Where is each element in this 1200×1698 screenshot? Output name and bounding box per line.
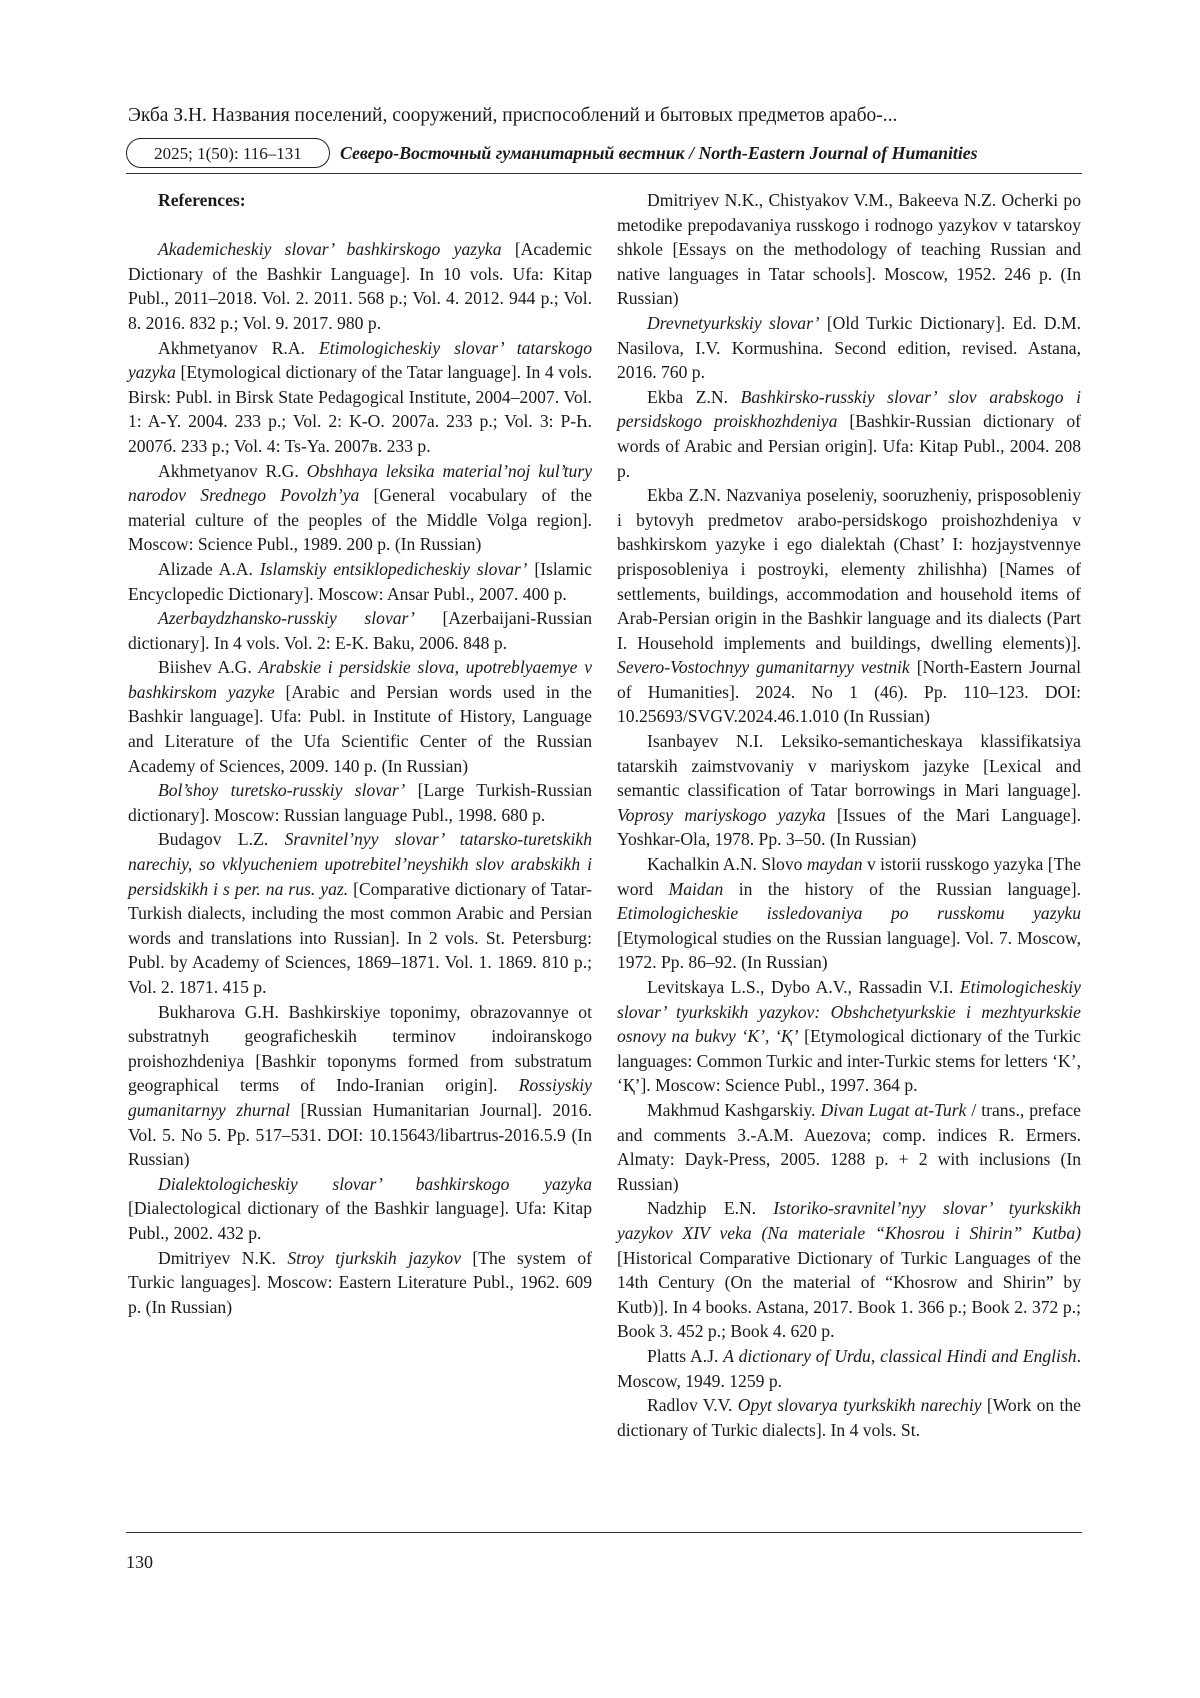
reference-entry [617,311,1081,385]
right-reference-list [617,188,1081,1442]
reference-title: Bashkirsko-russkiy slovar’ slov arabskogo i persidskogo proiskhozhdeniya [617,386,1081,432]
reference-entry [128,827,592,999]
reference-entry [617,1344,1081,1393]
reference-text: [Old Turkic Dictionary]. Ed. D.M. Nasilova, I.V. Kormushina. Second edition, revised. Astana, 2016. 760 p. [617,312,1081,383]
reference-title: Dialektologicheskiy slovar’ bashkirskogo yazyka [158,1173,592,1194]
reference-text: Ekba Z.N. Nazvaniya poseleniy, sooruzheniy, prisposobleniy i bytovyh predmetov arabo-persidskogo proishozhdeniya v bashkirskom yazyke i ego dialektah (Chast’ I: hozjaystvennye prisposobleniya i postroyki, elementy zhilishha) [Names of settlements, buildings, accommodation and household items of Arab-Persian origin in the Bashkir language and its dialects (Part I. Household implements and buildings, dwelling elements)]. [617,485,1081,653]
reference-title: Etimologicheskie issledovaniya po russkomu yazyku [617,903,1081,924]
journal-name: Северо-Восточный гуманитарный вестник / North-Eastern Journal of Humanities [340,143,978,163]
reference-title: Rossiyskiy gumanitarnyy zhurnal [128,1075,592,1120]
reference-text: Budagov L.Z. [158,829,285,850]
page-number: 130 [126,1552,153,1572]
reference-title: A dictionary of Urdu, classical Hindi and English [723,1345,1077,1366]
reference-entry [617,852,1081,975]
reference-title: Obshhaya leksika material’noj kul’tury narodov Srednego Povolzh’ya [128,460,592,506]
reference-text: [Work on the dictionary of Turkic dialects]. In 4 vols. St. [617,1395,1081,1440]
reference-entry [128,336,592,459]
reference-text: Nadzhip E.N. [647,1198,774,1219]
reference-title: Bol’shoy turetsko-russkiy slovar’ [158,780,406,801]
header-rule [126,173,1082,174]
reference-entry [617,1196,1081,1344]
reference-text: . Moscow, 1949. 1259 p. [617,1345,1081,1391]
running-title: Экба З.Н. Названия поселений, сооружений, приспособлений и бытовых предметов арабо-... [128,105,898,126]
reference-text: [Islamic Encyclopedic Dictionary]. Moscow: Ansar Publ., 2007. 400 p. [128,558,592,604]
reference-entry [128,237,592,335]
reference-title: Islamskiy entsiklopedicheskiy slovar’ [259,558,528,579]
reference-entry [128,459,592,557]
reference-text: Platts A.J. [647,1345,724,1366]
reference-entry [128,1000,592,1172]
reference-text: [Azerbaijani-Russian dictionary]. In 4 vols. Vol. 2: E-K. Baku, 2006. 848 p. [128,608,592,653]
reference-entry [617,729,1081,852]
reference-entry [128,655,592,778]
reference-entry [617,975,1081,1098]
reference-title: Azerbaydzhansko-russkiy slovar’ [158,608,415,629]
reference-title: Severo-Vostochnyy gumanitarnyy vestnik [617,657,910,678]
reference-title: Voprosy mariyskogo yazyka [617,804,826,825]
reference-title: Sravnitel’nyy slovar’ tatarsko-turetskikh narechiy, so vklyucheniem upotrebitel’neyshikh slov arabskikh i persidskikh i s per. na rus. yaz. [128,829,592,899]
reference-text: [Historical Comparative Dictionary of Turkic Languages of the 14th Century (On the material of “Khosrow and Shirin” by Kutb)]. In 4 books. Astana, 2017. Book 1. 366 p.; Book 2. 372 p.; Book 3. 452 p.; Book 4. 620 p. [617,1247,1081,1342]
reference-text: [Etymological dictionary of the Turkic languages: Common Turkic and inter-Turkic stems for letters ‘K’, ‘Қ’]. Moscow: Science Publ., 1997. 364 p. [617,1026,1081,1096]
issue-badge: 2025; 1(50): 116–131 [126,138,330,168]
reference-text: [Comparative dictionary of Tatar-Turkish dialects, including the most common Arabic and Persian words and translations into Russian]. In 2 vols. St. Petersburg: Publ. by Academy of Sciences, 1869–1871. Vol. 1. 1869. 810 p.; Vol. 2. 1871. 415 p. [128,878,592,997]
reference-text: [Dialectological dictionary of the Bashkir language]. Ufa: Kitap Publ., 2002. 432 p. [128,1198,592,1243]
footer-rule [126,1532,1082,1533]
reference-text: [Academic Dictionary of the Bashkir Language]. In 10 vols. Ufa: Kitap Publ., 2011–2018. Vol. 2. 2011. 568 p.; Vol. 4. 2012. 944 p.; Vol. 8. 2016. 832 p.; Vol. 9. 2017. 980 p. [128,239,592,333]
references-heading: References: [158,190,246,210]
reference-text: Isanbayev N.I. Leksiko-semanticheskaya klassifikatsiya tatarskih zaimstvovaniy v mariyskom jazyke [Lexical and semantic classification of Tatar borrowings in Mari language]. [617,731,1081,801]
reference-text: Bukharova G.H. Bashkirskiye toponimy, obrazovannye ot substratnyh geograficheskih terminov indoiranskogo proishozhdeniya [Bashkir toponyms formed from substratum geographical terms of Indo-Iranian origin]. [128,1001,592,1096]
reference-entry [128,1172,592,1246]
reference-title: Stroy tjurkskih jazykov [287,1247,462,1268]
reference-text: [Etymological dictionary of the Tatar language]. In 4 vols. Birsk: Publ. in Birsk State Pedagogical Institute, 2004–2007. Vol. 1: A-Y. 2004. 233 p.; Vol. 2: K-O. 2007a. 233 p.; Vol. 3: P-Һ. 2007б. 233 p.; Vol. 4: Ts-Ya. 2007в. 233 p. [128,362,592,456]
reference-text: Dmitriyev N.K. [158,1247,288,1268]
reference-text: Akhmetyanov R.A. [158,337,319,358]
reference-text: [Bashkir-Russian dictionary of words of Arabic and Persian origin]. Ufa: Kitap Publ., 2004. 208 p. [617,411,1081,481]
reference-text: / trans., preface and comments З.-A.M. Auezova; comp. indices R. Ermers. Almaty: Dayk-Press, 2005. 1288 p. + 2 with inclusions (In Russian) [617,1099,1081,1194]
reference-title: maydan [806,854,863,875]
reference-text: [North-Eastern Journal of Humanities]. 2024. No 1 (46). Pp. 110–123. DOI: 10.25693/SVGV.2024.46.1.010 (In Russian) [617,657,1081,727]
reference-title: Maidan [668,878,724,899]
reference-entry [128,557,592,606]
reference-entry [617,483,1081,729]
reference-text: Dmitriyev N.K., Chistyakov V.M., Bakeeva N.Z. Ocherki po metodike prepodavaniya russkogo i rodnogo yazykov v tatarskoy shkole [Essays on the methodology of teaching Russian and native languages in Tatar schools]. Moscow, 1952. 246 p. (In Russian) [617,190,1081,309]
reference-title: Arabskie i persidskie slova, upotreblyaemye v bashkirskom yazyke [128,657,592,702]
reference-entry [617,385,1081,483]
reference-entry [617,188,1081,311]
reference-title: Etimologicheskiy slovar’ tatarskogo yazyka [128,337,592,383]
reference-text: [Arabic and Persian words used in the Bashkir language]. Ufa: Publ. in Institute of History, Language and Literature of the Ufa Scientific Center of the Russian Academy of Sciences, 2009. 140 p. (In Russian) [128,681,592,776]
reference-text: Levitskaya L.S., Dybo A.V., Rassadin V.I. [647,977,960,997]
right-column [617,188,1081,1442]
reference-text: [Issues of the Mari Language]. Yoshkar-Ola, 1978. Pp. 3–50. (In Russian) [617,804,1082,850]
reference-text: Alizade A.A. [158,558,260,579]
reference-text: Akhmetyanov R.G. [158,460,307,481]
reference-text: v istorii russkogo yazyka [The word [617,854,1081,899]
reference-text: Makhmud Kashgarskiy. [647,1099,821,1120]
reference-entry [617,1393,1081,1442]
reference-title: Drevnetyurkskiy slovar’ [647,312,820,333]
reference-text: [Russian Humanitarian Journal]. 2016. Vol. 5. No 5. Pp. 517–531. DOI: 10.15643/libartrus-2016.5.9 (In Russian) [128,1099,592,1170]
left-column [128,188,592,1319]
reference-title: Etimologicheskiy slovar’ tyurkskikh yazykov: Obshchetyurkskie i mezhtyurkskie osnovy na bukvy ‘K’, ‘Қ’ [617,977,1081,1047]
reference-entry [128,1246,592,1320]
reference-text: Ekba Z.N. [647,386,741,407]
reference-text: [General vocabulary of the material culture of the peoples of the Middle Volga region]. Moscow: Science Publ., 1989. 200 p. (In Russian) [128,485,592,555]
reference-text: [Large Turkish-Russian dictionary]. Moscow: Russian language Publ., 1998. 680 p. [128,780,592,825]
reference-text: in the history of the Russian language]. [723,878,1081,899]
reference-title: Istoriko-sravnitel’nyy slovar’ tyurkskikh yazykov XIV veka (Na materiale “Khosrou i Shirin” Kutba) [617,1198,1082,1243]
reference-text: Kachalkin A.N. Slovo [647,854,807,875]
reference-entry [128,778,592,827]
reference-entry [617,1098,1081,1196]
reference-text: Biishev A.G. [158,657,259,678]
reference-entry [128,606,592,655]
reference-text: [The system of Turkic languages]. Moscow: Eastern Literature Publ., 1962. 609 p. (In Russian) [128,1247,593,1317]
reference-text: [Etymological studies on the Russian language]. Vol. 7. Moscow, 1972. Pp. 86–92. (In Russian) [617,927,1081,973]
left-reference-list [128,237,592,1319]
reference-title: Divan Lugat at-Turk [820,1099,967,1120]
reference-title: Akademicheskiy slovar’ bashkirskogo yazyka [158,239,502,260]
reference-text: Radlov V.V. [647,1395,738,1416]
reference-title: Opyt slovarya tyurkskikh narechiy [737,1395,982,1416]
